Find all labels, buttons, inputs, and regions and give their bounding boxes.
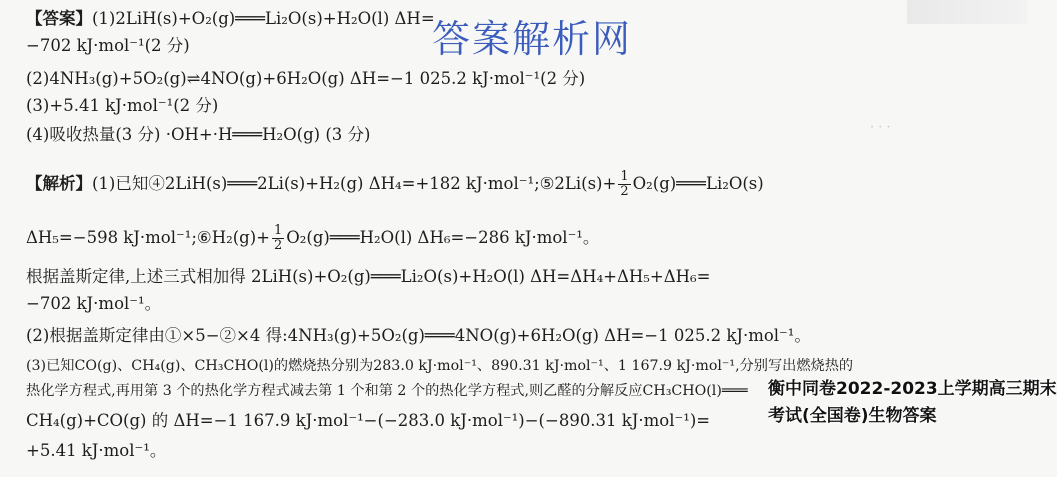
analysis-line-1: [26, 170, 764, 199]
analysis-text-1b: O₂(g)═══Li₂O(s): [632, 174, 764, 193]
watermark-text: 答案解析网: [432, 17, 633, 61]
fraction-denominator: 2: [273, 238, 283, 253]
analysis-line-9: +5.41 kJ·mol⁻¹。: [26, 441, 167, 460]
analysis-tag: 【解析】: [26, 174, 92, 193]
answer-line-1: [26, 8, 435, 30]
fraction-numerator: 1: [273, 223, 283, 238]
analysis-line-8: CH₄(g)+CO(g) 的 ΔH=−1 167.9 kJ·mol⁻¹−(−283.0 kJ·mol⁻¹)−(−890.31 kJ·mol⁻¹)=: [26, 411, 711, 430]
fraction-one-half-2: [272, 224, 284, 253]
answer-text-1: (1)2LiH(s)+O₂(g)═══Li₂O(s)+H₂O(l) ΔH=: [92, 9, 435, 28]
analysis-line-5: (2)根据盖斯定律由①×5−②×4 得:4NH₃(g)+5O₂(g)═══4NO(g)+6H₂O(g) ΔH=−1 025.2 kJ·mol⁻¹。: [26, 326, 811, 345]
answer-line-3: (3)+5.41 kJ·mol⁻¹(2 分): [26, 96, 219, 115]
fraction-numerator: 1: [620, 169, 629, 184]
fraction-denominator: 2: [620, 184, 629, 199]
analysis-line-3: 根据盖斯定律,上述三式相加得 2LiH(s)+O₂(g)═══Li₂O(s)+H₂O(l) ΔH=ΔH₄+ΔH₅+ΔH₆=: [26, 267, 711, 286]
analysis-text-2a: ΔH₅=−598 kJ·mol⁻¹;⑥H₂(g)+: [26, 228, 270, 247]
analysis-line-7: 热化学方程式,再用第 3 个的热化学方程式减去第 1 个和第 2 个的热化学方程式,则乙醛的分解反应CH₃CHO(l)═══: [26, 383, 748, 399]
analysis-line-6: (3)已知CO(g)、CH₄(g)、CH₃CHO(l)的燃烧热分别为283.0 kJ·mol⁻¹、890.31 kJ·mol⁻¹、1 167.9 kJ·mol⁻¹,分别写出燃烧热的: [26, 358, 854, 374]
fraction-one-half: [618, 170, 630, 199]
answer-tag: 【答案】: [26, 9, 92, 28]
scan-corner-shade: [907, 0, 1027, 24]
answer-line-2: (2)4NH₃(g)+5O₂(g)⇌4NO(g)+6H₂O(g) ΔH=−1 025.2 kJ·mol⁻¹(2 分): [26, 69, 586, 88]
bleed-through-text: · · ·: [870, 120, 891, 135]
analysis-line-2: [26, 224, 599, 253]
answer-line-1b: −702 kJ·mol⁻¹(2 分): [26, 36, 190, 55]
analysis-text-1a: (1)已知④2LiH(s)═══2Li(s)+H₂(g) ΔH₄=+182 kJ·mol⁻¹;⑤2Li(s)+: [92, 174, 617, 193]
analysis-line-4: −702 kJ·mol⁻¹。: [26, 294, 162, 313]
source-caption-overlay: 衡中同卷2022-2023上学期高三期末考试(全国卷)生物答案: [768, 379, 1057, 426]
analysis-text-2b: O₂(g)═══H₂O(l) ΔH₆=−286 kJ·mol⁻¹。: [286, 228, 600, 247]
answer-line-4: (4)吸收热量(3 分) ·OH+·H═══H₂O(g) (3 分): [26, 125, 371, 144]
